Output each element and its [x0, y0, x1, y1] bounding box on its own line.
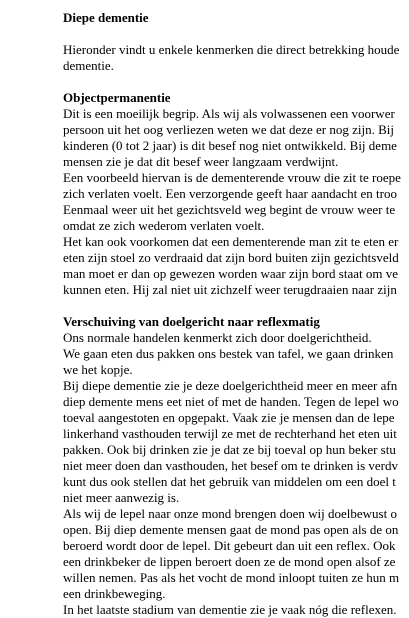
body-line: Dit is een moeilijk begrip. Als wij als volwassenen een voorwer [63, 106, 395, 121]
body-line: Bij diepe dementie zie je deze doelgerichtheid meer en meer afn [63, 378, 398, 393]
intro-line: dementie. [63, 58, 114, 73]
body-line: diep demente mens eet niet of met de handen. Tegen de lepel wo [63, 394, 399, 409]
body-line: Het kan ook voorkomen dat een dementerende man zit te eten er [63, 234, 399, 249]
body-line: open. Bij diep demente mensen gaat de mond pas open als de on [63, 522, 399, 537]
body-line: kunnen eten. Hij zal niet uit zichzelf weer terugdraaien naar zijn [63, 282, 397, 297]
body-line: kunt dus ook stellen dat het gebruik van middelen om een doel t [63, 474, 396, 489]
body-line: omdat ze zich wederom verlaten voelt. [63, 218, 265, 233]
document-page [63, 10, 409, 618]
intro-paragraph [63, 42, 409, 74]
section-heading: Verschuiving van doelgericht naar reflexmatig [63, 314, 320, 329]
body-line: eten zijn stoel zo verdraaid dat zijn bord buiten zijn gezichtsveld [63, 250, 399, 265]
body-line: linkerhand vasthouden terwijl ze met de rechterhand het eten uit [63, 426, 397, 441]
body-line: niet meer aanwezig is. [63, 490, 180, 505]
body-line: kinderen (0 tot 2 jaar) is dit besef nog niet ontwikkeld. Bij deme [63, 138, 397, 153]
body-line: niet meer doen dan vasthouden, het besef om te drinken is verdv [63, 458, 399, 473]
body-line: Een voorbeeld hiervan is de dementerende vrouw die zit te roepe [63, 170, 401, 185]
spacer [63, 74, 409, 90]
document-title: Diepe dementie [63, 10, 149, 25]
section-heading: Objectpermanentie [63, 90, 171, 105]
intro-line: Hieronder vindt u enkele kenmerken die direct betrekking houde [63, 42, 400, 57]
body-line: mensen zie je dat dit besef weer langzaam verdwijnt. [63, 154, 339, 169]
section-objectpermanentie [63, 90, 409, 298]
body-line: man moet er dan op gewezen worden waar zijn bord staat om ve [63, 266, 398, 281]
body-line: een drinkbeker de lippen beroert doen ze de mond open alsof ze [63, 554, 396, 569]
body-line: persoon uit het oog verliezen weten we dat deze er nog zijn. Bij [63, 122, 395, 137]
body-line: we het kopje. [63, 362, 133, 377]
body-line: In het laatste stadium van dementie zie je vaak nóg die reflexen. [63, 602, 397, 617]
body-line: een drinkbeweging. [63, 586, 166, 601]
body-line: Ons normale handelen kenmerkt zich door doelgerichtheid. [63, 330, 372, 345]
body-line: toeval aangestoten en opgepakt. Vaak zie je mensen dan de lepe [63, 410, 395, 425]
section-verschuiving [63, 314, 409, 618]
spacer [63, 298, 409, 314]
body-line: Eenmaal weer uit het gezichtsveld weg begint de vrouw weer te [63, 202, 396, 217]
body-line: Als wij de lepel naar onze mond brengen doen wij doelbewust o [63, 506, 397, 521]
body-line: willen nemen. Pas als het vocht de mond inloopt tuiten ze hun m [63, 570, 400, 585]
spacer [63, 26, 409, 42]
body-line: pakken. Ook bij drinken zie je dat ze bij toeval op hun beker stu [63, 442, 396, 457]
body-line: We gaan eten dus pakken ons bestek van tafel, we gaan drinken [63, 346, 394, 361]
body-line: beroerd wordt door de lepel. Dit gebeurt dan uit een reflex. Ook [63, 538, 396, 553]
body-line: zich verlaten voelt. Een verzorgende geeft haar aandacht en troo [63, 186, 397, 201]
